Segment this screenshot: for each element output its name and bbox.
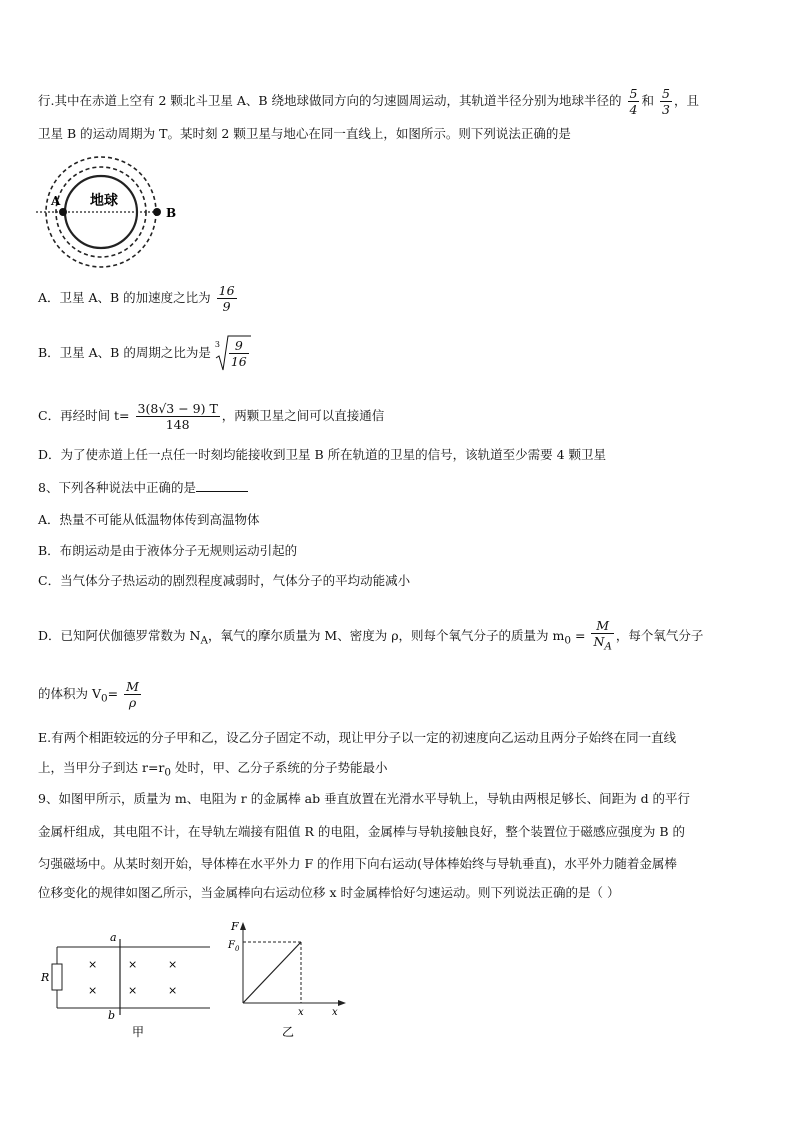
q9-line2: 金属杆组成，其电阻不计，在导轨左端接有阻值 R 的电阻，金属棒与导轨接触良好，整个装置位于磁感应强度为 B 的 [38, 824, 685, 839]
option-e-text: 上，当甲分子到达 r=r [38, 760, 165, 775]
equals-sign: = [571, 627, 590, 643]
fraction-16-9 [217, 283, 237, 314]
answer-blank [196, 479, 248, 492]
q9-line1: 9、如图甲所示，质量为 m、电阻为 r 的金属棒 ab 垂直放置在光滑水平导轨上，导轨由两根足够长、间距为 d 的平行 [38, 791, 691, 806]
denominator-n: N [593, 634, 605, 649]
q8-option-e-line2 [38, 759, 388, 782]
fraction-denominator: 9 [222, 299, 231, 314]
option-e-end: 处时，甲、乙分子系统的分子势能最小 [171, 760, 388, 775]
subscript: 0 [164, 766, 172, 779]
q8-option-d-line2 [38, 679, 143, 710]
f0-sub: 0 [234, 945, 240, 953]
q7-option-b [38, 338, 251, 369]
q8-option-d-line1 [38, 618, 703, 655]
q8-option-c: C．当气体分子热运动的剧烈程度减弱时，气体分子的平均动能减小 [38, 573, 411, 588]
q7-option-d: D．为了使赤道上任一点任一时刻均能接收到卫星 B 所在轨道的卫星的信号，该轨道至少需要 4 颗卫星 [38, 447, 607, 462]
q7-line1 [38, 86, 699, 117]
subscript: 0 [101, 692, 108, 705]
fraction-m-over-rho [124, 679, 141, 710]
q8-option-b: B．布朗运动是由于液体分子无规则运动引起的 [38, 543, 298, 558]
fraction-5-4 [628, 86, 640, 117]
fraction-numerator: M [591, 618, 613, 634]
fraction-numerator: 16 [218, 283, 235, 298]
label-r: R [41, 971, 50, 984]
q7-option-c [38, 401, 384, 432]
f0-label [227, 940, 240, 953]
satellite-b-dot [153, 208, 161, 216]
q7-line2: 卫星 B 的运动周期为 T。某时刻 2 颗卫星与地心在同一直线上，如图所示。则下列说法正确的是 [38, 126, 571, 141]
fraction-denominator: 3 [661, 102, 670, 117]
field-cross: × [128, 984, 138, 997]
q8-stem [38, 479, 248, 497]
equals-sign: = [107, 686, 119, 701]
satellite-a-dot [59, 208, 67, 216]
option-c-text: C．再经时间 t= [38, 408, 130, 423]
satellite-orbit-figure [36, 153, 186, 271]
fraction-denominator: 16 [230, 354, 247, 369]
force-displacement-graph-yi [222, 918, 352, 1043]
caption-jia: 甲 [132, 1025, 145, 1039]
fraction-numerator: 5 [661, 86, 670, 101]
fraction-numerator: 3(8√3 − 9) T [137, 401, 218, 416]
cube-root-expression [215, 338, 251, 369]
field-cross: × [128, 958, 138, 971]
fraction-numerator: M [126, 679, 139, 694]
q9-line3: 匀强磁场中。从某时刻开始，导体棒在水平外力 F 的作用下向右运动(导体棒始终与导轨垂直)，水平外力随着金属棒 [38, 856, 677, 871]
option-d-text-b: ，氧气的摩尔质量为 M、密度为 ρ，则每个氧气分子的质量为 m [207, 627, 565, 643]
label-a: a [110, 931, 117, 944]
q8-option-a: A．热量不可能从低温物体传到高温物体 [38, 512, 260, 527]
option-d-text-a: D．已知阿伏伽德罗常数为 N [38, 627, 201, 643]
f-axis-arrow-icon [240, 922, 246, 930]
line-end: ，且 [673, 93, 699, 108]
axis-f-label: F [231, 920, 239, 933]
circuit-figure-jia [38, 928, 218, 1043]
q9-line4: 位移变化的规律如图乙所示，当金属棒向右运动位移 x 时金属棒恰好匀速运动。则下列说法正确的是（ ） [38, 885, 620, 900]
fraction-time-expression [136, 401, 220, 432]
fraction-m-over-na [591, 618, 613, 655]
fraction-numerator: 9 [229, 338, 249, 354]
field-cross: × [168, 984, 178, 997]
option-b-text: B．卫星 A、B 的周期之比为是 [38, 345, 211, 360]
option-a-text: A．卫星 A、B 的加速度之比为 [38, 290, 211, 305]
force-line [243, 942, 301, 1003]
field-cross: × [88, 984, 98, 997]
fraction-denominator [591, 634, 613, 655]
fraction-denominator: ρ [128, 695, 137, 710]
resistor-r [52, 964, 62, 990]
f0-main: F [228, 940, 235, 951]
option-c-end: ，两颗卫星之间可以直接通信 [221, 408, 385, 423]
q7-line1-text: 行.其中在赤道上空有 2 颗北斗卫星 A、B 绕地球做同方向的匀速圆周运动，其轨道半径分别为地球半径的 [38, 93, 622, 108]
x-tick-label: x [298, 1007, 304, 1018]
root-index: 3 [214, 340, 220, 349]
caption-yi: 乙 [282, 1025, 295, 1039]
subscript: A [604, 640, 612, 653]
subscript: 0 [564, 634, 572, 647]
field-cross: × [168, 958, 178, 971]
fraction-denominator: 4 [629, 102, 638, 117]
option-d-text-d: 的体积为 V [38, 686, 102, 701]
subscript: A [200, 634, 208, 647]
q8-stem-text: 8、下列各种说法中正确的是 [38, 480, 196, 495]
option-d-text-c: ，每个氧气分子 [615, 627, 704, 643]
earth-label: 地球 [90, 193, 118, 209]
satellite-b-label: B [166, 206, 177, 220]
q7-option-a [38, 283, 239, 314]
fraction-5-3 [660, 86, 672, 117]
radical-sign-icon [215, 334, 251, 374]
axis-x-label: x [332, 1007, 338, 1018]
q8-option-e-line1: E.有两个相距较远的分子甲和乙，设乙分子固定不动，现让甲分子以一定的初速度向乙运动且两分子始终在同一直线 [38, 730, 677, 745]
x-axis-arrow-icon [338, 1000, 346, 1006]
label-b: b [108, 1009, 116, 1022]
field-cross: × [88, 958, 98, 971]
and-word: 和 [641, 93, 654, 108]
fraction-numerator: 5 [629, 86, 638, 101]
fraction-denominator: 148 [165, 417, 190, 432]
satellite-a-label: A [51, 194, 61, 208]
